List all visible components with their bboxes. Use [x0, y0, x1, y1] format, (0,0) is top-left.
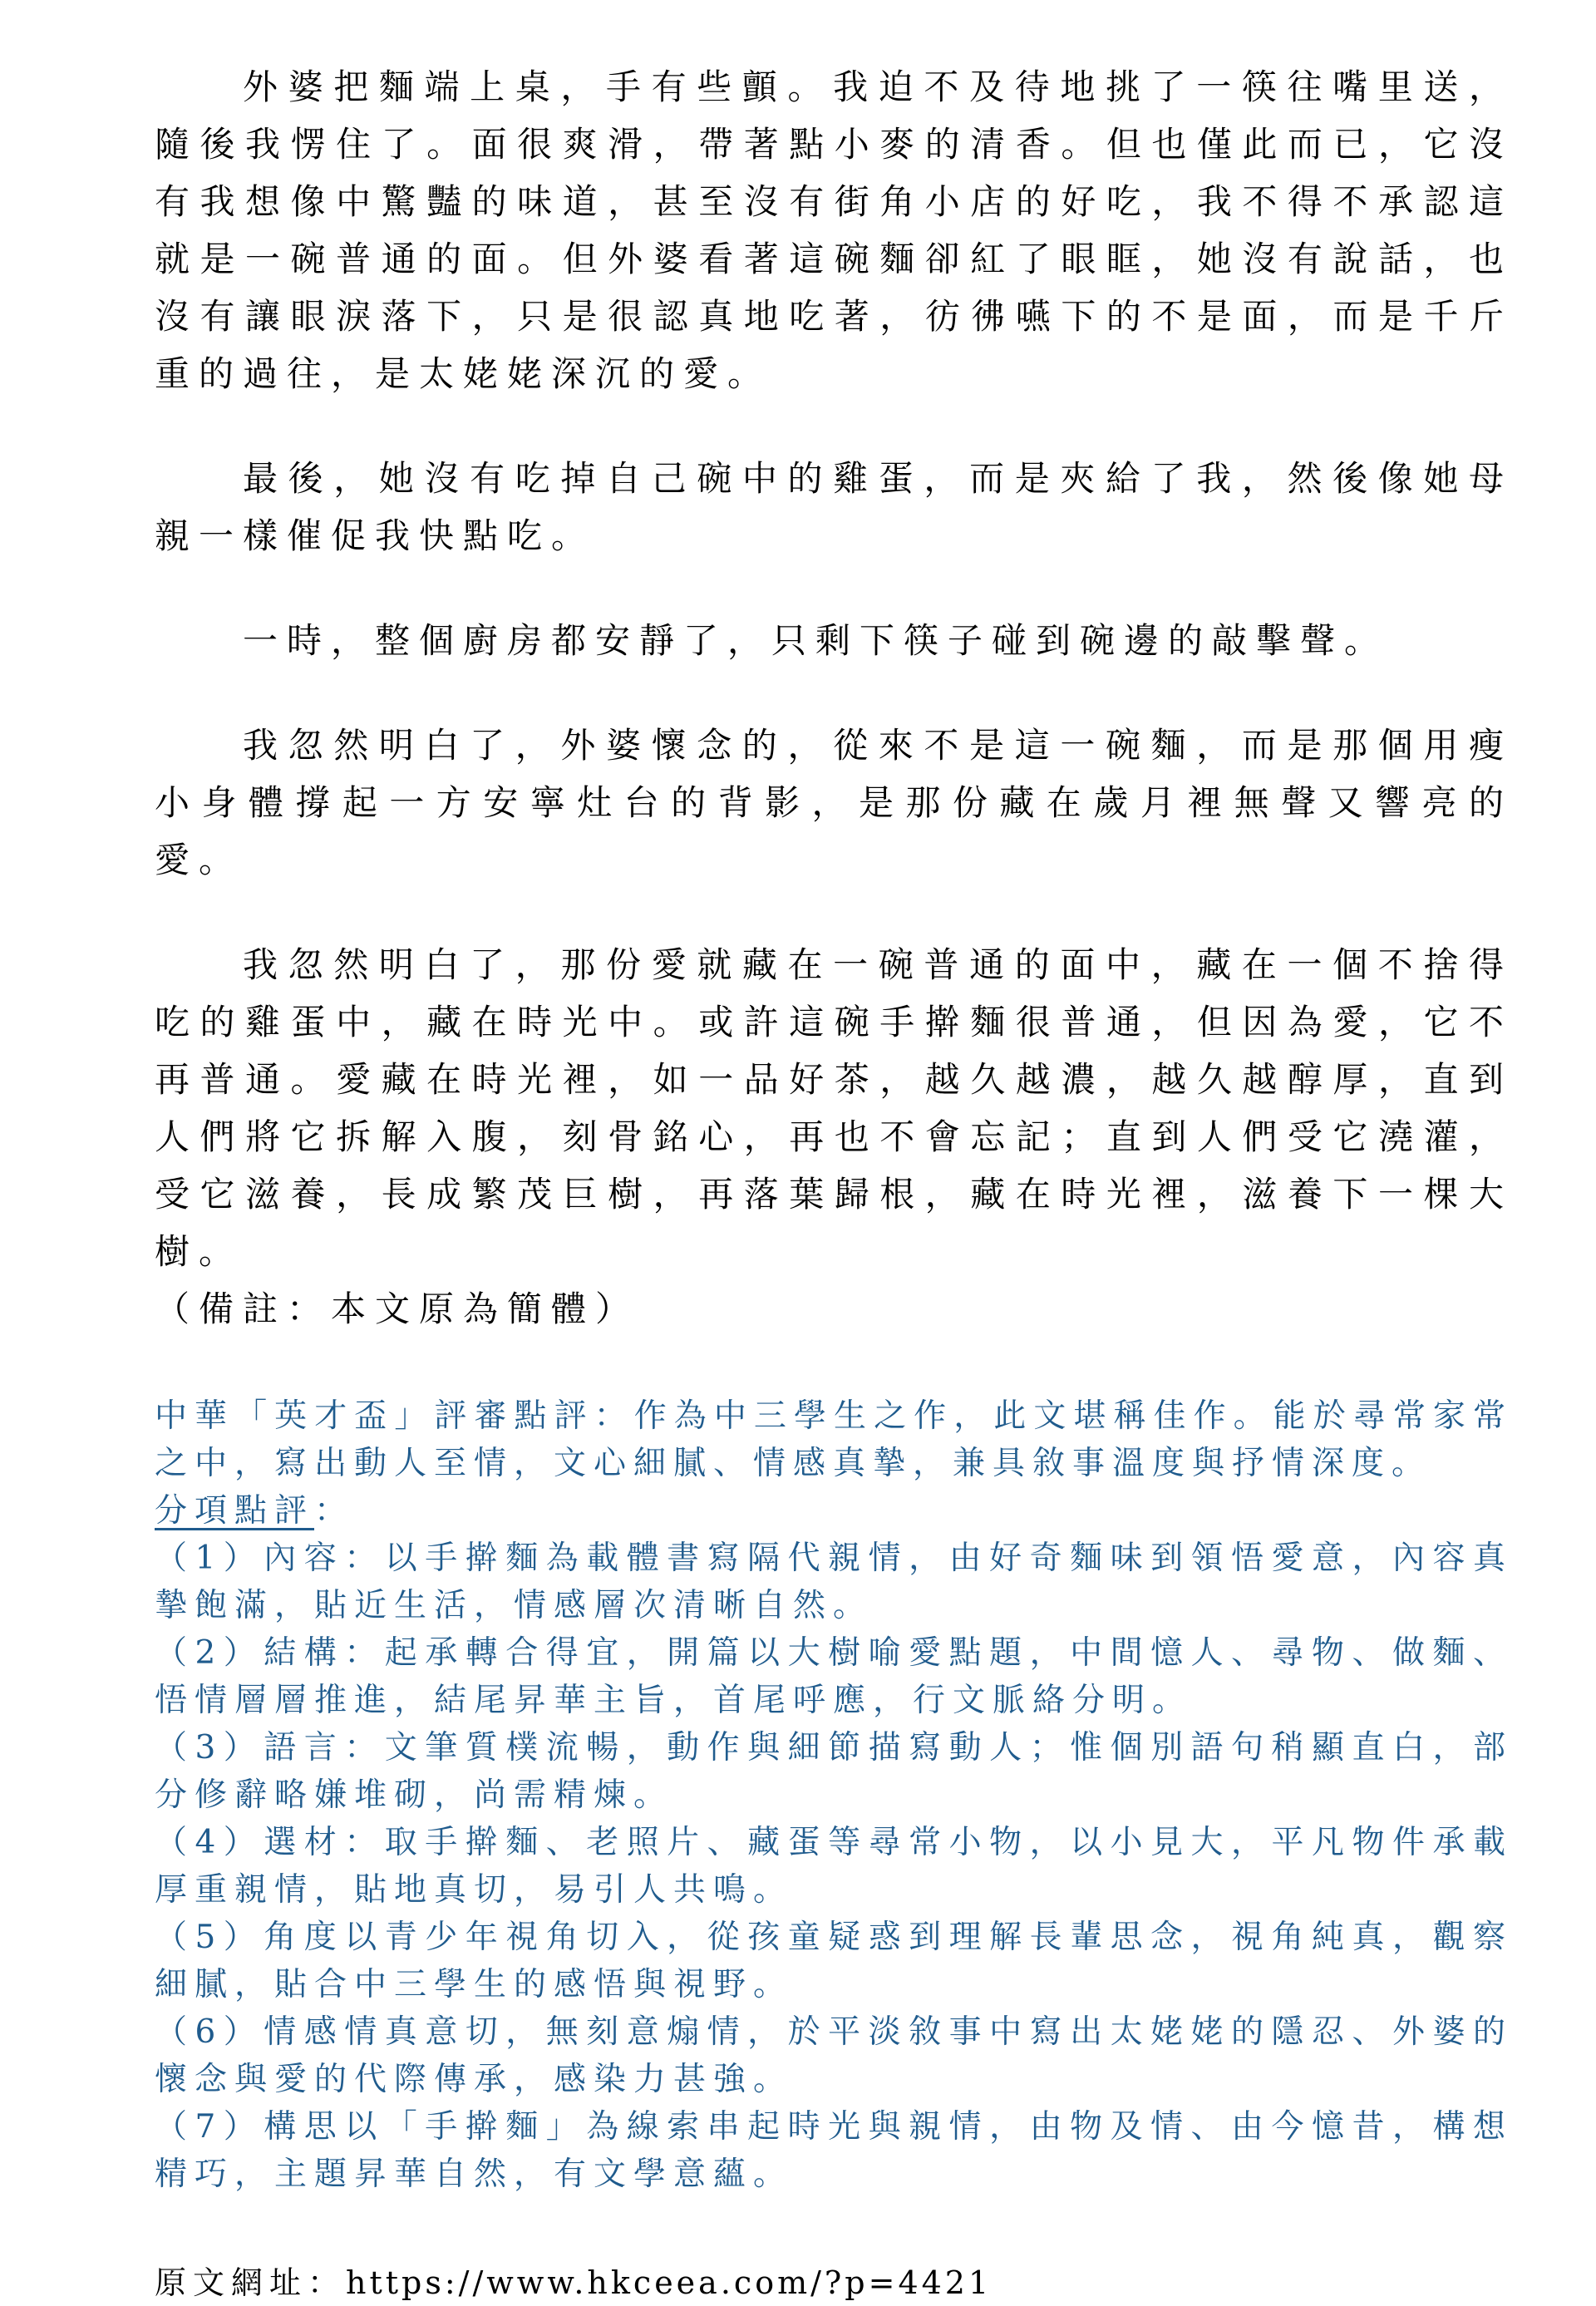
commentary-section-heading-line: [155, 1487, 1513, 1535]
commentary-item: （4）選材：取手擀麵、老照片、藏蛋等尋常小物，以小見大，平凡物件承載厚重親情，貼地真切，易引人共鳴。: [155, 1824, 1513, 1909]
commentary-item: （2）結構：起承轉合得宜，開篇以大樹喻愛點題，中間憶人、尋物、做麵、悟情層層推進，結尾昇華主旨，首尾呼應，行文脈絡分明。: [155, 1634, 1513, 1719]
commentary-section-heading: 分項點評: [155, 1492, 315, 1530]
essay-note: （備註：本文原為簡體）: [155, 1289, 640, 1329]
source-url: https://www.hkceea.com/?p=4421: [346, 2264, 993, 2301]
source-line: [155, 2259, 1513, 2306]
commentary-item: （5）角度以青少年視角切入，從孩童疑惑到理解長輩思念，視角純真，觀察細膩，貼合中三學生的感悟與視野。: [155, 1919, 1513, 2003]
commentary-section-heading-colon: ：: [314, 1492, 355, 1530]
essay-paragraph: 我忽然明白了，外婆懷念的，從來不是這一碗麵，而是那個用瘦小身體撐起一方安寧灶台的背影，是那份藏在歲月裡無聲又響亮的愛。: [155, 725, 1513, 880]
commentary-item: （1）內容：以手擀麵為載體書寫隔代親情，由好奇麵味到領悟愛意，內容真摯飽滿，貼近生活，情感層次清晰自然。: [155, 1540, 1513, 1624]
essay-body: [155, 58, 1513, 1338]
essay-paragraph: 外婆把麵端上桌，手有些顫。我迫不及待地挑了一筷往嘴里送，隨後我愣住了。面很爽滑，帶著點小麥的清香。但也僅此而已，它沒有我想像中驚豔的味道，甚至沒有街角小店的好吃，我不得不承認這就是一碗普通的面。但外婆看著這碗麵卻紅了眼眶，她沒有說話，也沒有讓眼淚落下，只是很認真地吃著，彷彿嚥下的不是面，而是千斤重的過往，是太姥姥深沉的愛。: [155, 67, 1513, 394]
judge-commentary: [155, 1392, 1513, 2198]
essay-paragraph: 我忽然明白了，那份愛就藏在一碗普通的面中，藏在一個不捨得吃的雞蛋中，藏在時光中。或許這碗手擀麵很普通，但因為愛，它不再普通。愛藏在時光裡，如一品好茶，越久越濃，越久越醇厚，直到人們將它拆解入腹，刻骨銘心，再也不會忘記；直到人們受它澆灌，受它滋養，長成繁茂巨樹，再落葉歸根，藏在時光裡，滋養下一棵大樹。: [155, 944, 1513, 1272]
commentary-item: （3）語言：文筆質樸流暢，動作與細節描寫動人；惟個別語句稍顯直白，部分修辭略嫌堆砌，尚需精煉。: [155, 1729, 1513, 1814]
commentary-intro: 中華「英才盃」評審點評：作為中三學生之作，此文堪稱佳作。能於尋常家常之中，寫出動人至情，文心細膩、情感真摯，兼具敘事溫度與抒情深度。: [155, 1397, 1513, 1482]
essay-paragraph: 一時，整個廚房都安靜了，只剩下筷子碰到碗邊的敲擊聲。: [243, 620, 1389, 661]
essay-paragraph: 最後，她沒有吃掉自己碗中的雞蛋，而是夾給了我，然後像她母親一樣催促我快點吃。: [155, 458, 1513, 556]
commentary-item: （7）構思以「手擀麵」為線索串起時光與親情，由物及情、由今憶昔，構想精巧，主題昇華自然，有文學意蘊。: [155, 2108, 1513, 2193]
commentary-item: （6）情感情真意切，無刻意煽情，於平淡敘事中寫出太姥姥的隱忍、外婆的懷念與愛的代際傳承，感染力甚強。: [155, 2013, 1513, 2098]
source-label: 原文網址：: [155, 2264, 347, 2301]
source-text: [155, 2259, 1513, 2306]
